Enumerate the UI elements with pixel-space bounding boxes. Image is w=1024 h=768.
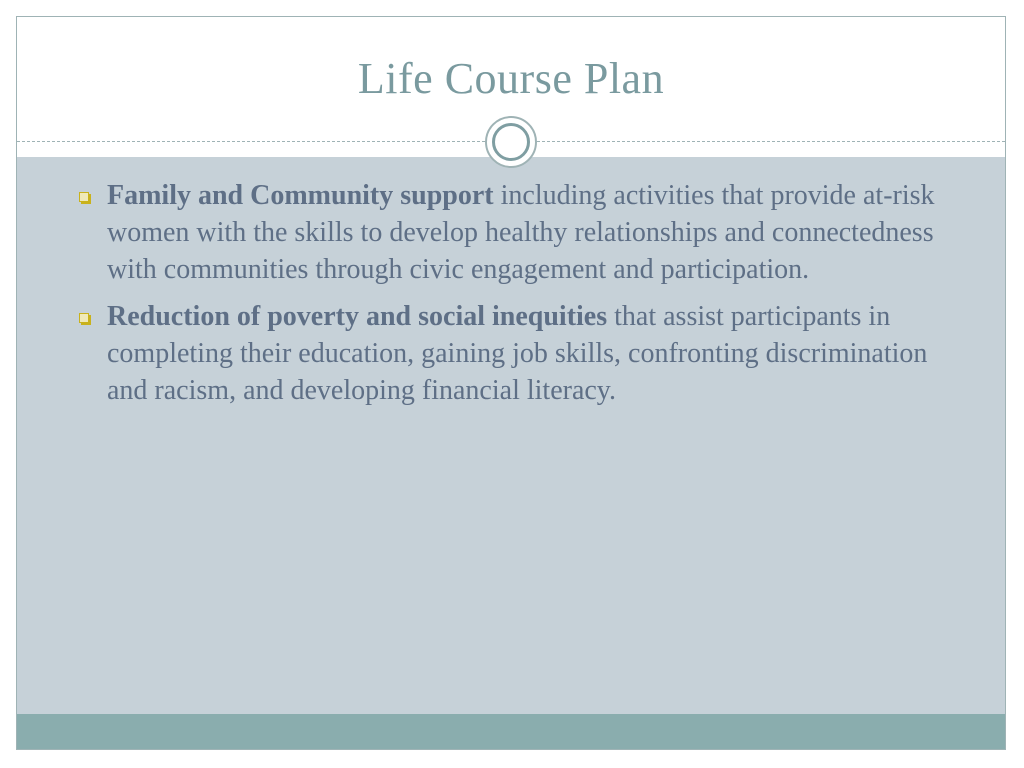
bullet-heading: Family and Community support — [107, 180, 494, 211]
slide-title — [17, 53, 1005, 104]
square-bullet-icon — [79, 192, 89, 202]
bullet-item-family-community — [77, 177, 957, 288]
circle-ornament-icon — [485, 116, 537, 168]
bullet-list — [77, 177, 957, 419]
slide-title-text: Life Course Plan — [357, 54, 665, 103]
bullet-item-poverty-inequities — [77, 298, 957, 409]
footer-bar — [17, 714, 1005, 749]
slide — [16, 16, 1006, 750]
bullet-text: including activities that provide at-risk women with the skills to develop healthy relationships and connectedness with communities through civic engagement and participation. — [107, 180, 935, 285]
square-bullet-icon — [79, 313, 89, 323]
bullet-heading: Reduction of poverty and social inequities — [107, 301, 608, 332]
bullet-text: that assist participants in completing their education, gaining job skills, confronting discrimination and racism, and developing financial literacy. — [107, 301, 928, 406]
circle-ornament-inner — [492, 123, 530, 161]
